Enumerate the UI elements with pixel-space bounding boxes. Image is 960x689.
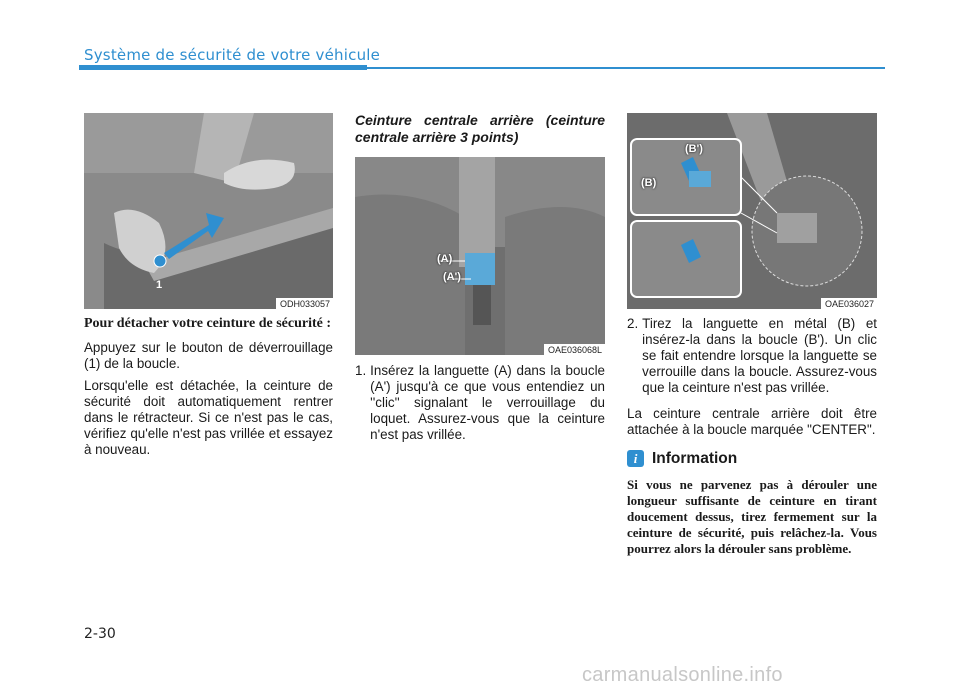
information-heading [627, 450, 877, 467]
watermark: carmanualsonline.info [582, 664, 783, 686]
step-text: Insérez la languette (A) dans la boucle (A') jusqu'à ce que vous entendiez un ''clic'' signalant le verrouillage du loquet. Assurez-vous que la ceinture n'est pas vrillée. [370, 363, 605, 442]
information-title: Information [652, 449, 738, 467]
section-heading: Ceinture centrale arrière (ceinture centrale arrière 3 points) [355, 112, 605, 145]
label-a: (A) [437, 253, 453, 265]
figure-unbuckle [84, 113, 333, 309]
page-number: 2-30 [84, 626, 116, 642]
figure-center-buckle-illustration [355, 157, 605, 355]
figure-code: OAE036068L [544, 344, 605, 355]
figure-code: OAE036027 [821, 298, 877, 309]
figure-metal-tongue [627, 113, 877, 309]
step-number: 2. [627, 316, 639, 331]
info-icon: i [627, 450, 644, 467]
figure-unbuckle-illustration [84, 113, 333, 309]
figure-metal-tongue-illustration [627, 113, 877, 309]
paragraph: La ceinture centrale arrière doit être attachée à la boucle marquée "CENTER". [627, 406, 877, 437]
label-b-prime: (B') [685, 143, 703, 155]
information-text: Si vous ne parvenez pas à dérouler une longueur suffisante de ceinture en tirant doucement dessus, tirez fermement sur la ceinture de sécurité, puis relâchez-la. Vous pourrez alors la dérouler sans problème. [627, 477, 877, 556]
step-text: Tirez la languette en métal (B) et insérez-la dans la boucle (B'). Un clic se fait entendre lorsque la languette se verrouille dans la boucle. Assurez-vous que la ceinture n'est pas vrillée. [642, 316, 877, 395]
column-3 [627, 316, 877, 557]
paragraph: Appuyez sur le bouton de déverrouillage (1) de la boucle. [84, 340, 333, 371]
column-2 [355, 363, 605, 443]
section-heading: Pour détacher votre ceinture de sécurité : [84, 316, 332, 331]
step-number: 1. [355, 363, 367, 378]
header-title: Système de sécurité de votre véhicule [84, 46, 381, 64]
column-1 [84, 316, 333, 464]
step-2 [627, 316, 877, 396]
step-1 [355, 363, 605, 443]
paragraph: Lorsqu'elle est détachée, la ceinture de sécurité doit automatiquement rentrer dans le rétracteur. Si ce n'est pas le cas, vérifiez qu'elle n'est pas vrillée et essayez à nouveau. [84, 378, 333, 457]
column-2-heading [355, 112, 605, 146]
header-rule [79, 67, 885, 69]
label-a-prime: (A') [443, 271, 461, 283]
figure-center-buckle [355, 157, 605, 355]
figure-code: ODH033057 [276, 298, 333, 309]
callout-1: 1 [156, 279, 163, 291]
label-b: (B) [641, 177, 657, 189]
